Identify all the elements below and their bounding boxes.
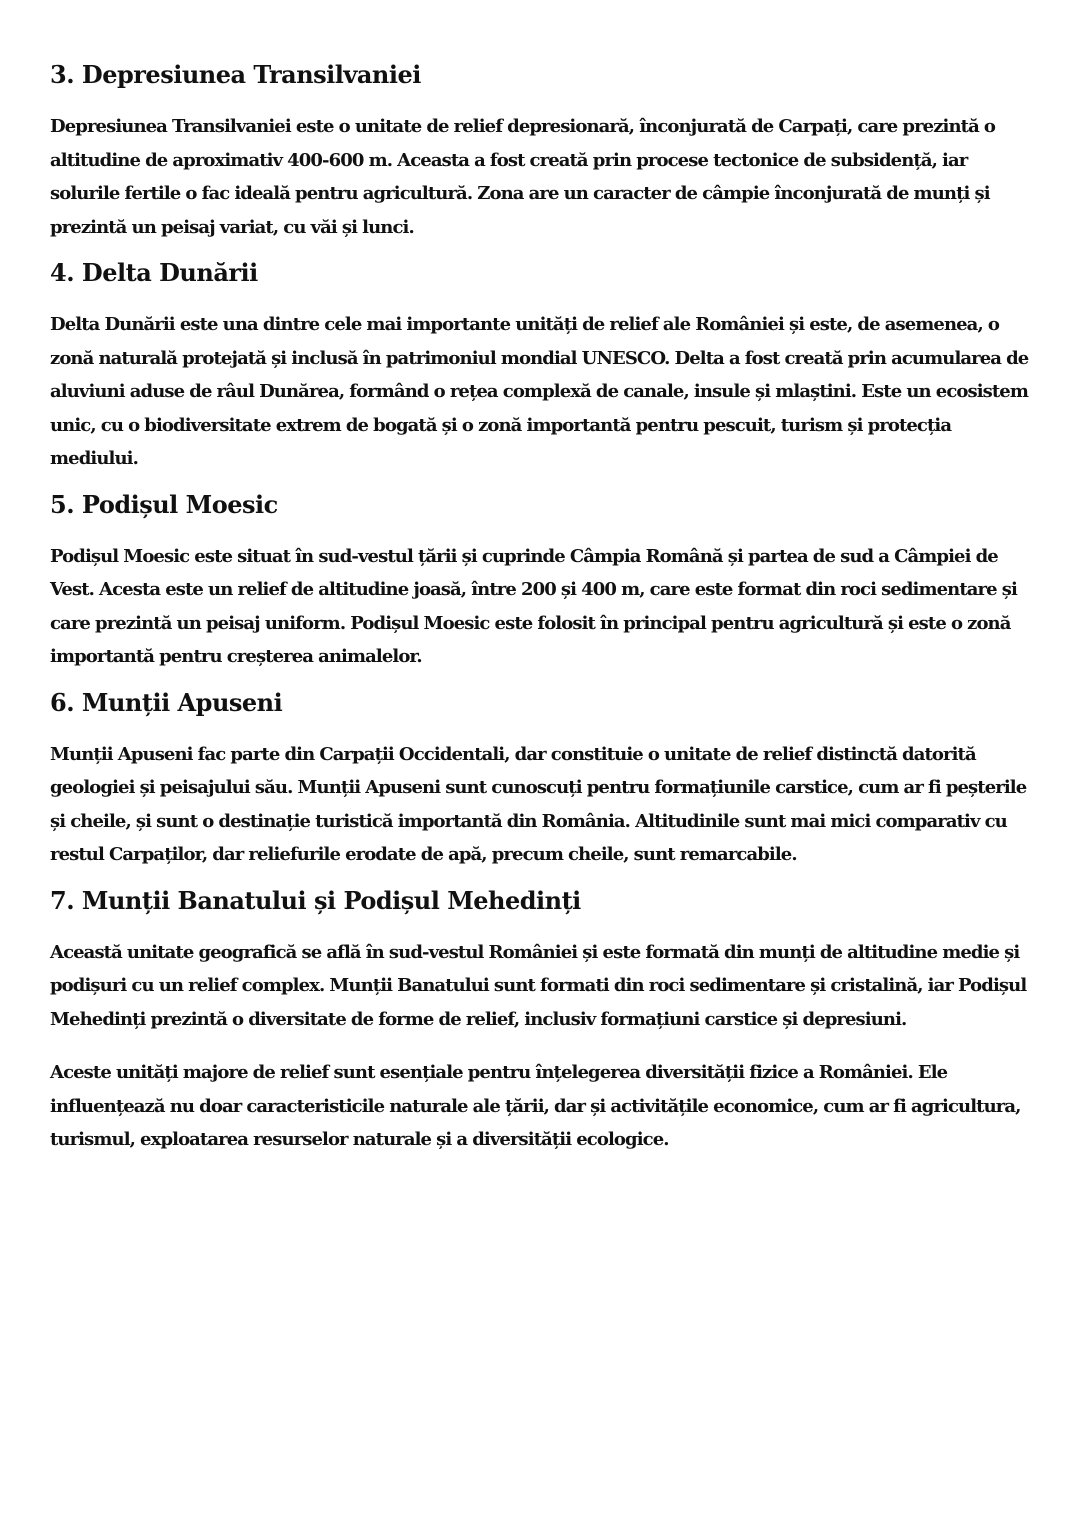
section-heading: 5. Podișul Moesic xyxy=(50,489,278,519)
section-heading: 7. Munții Banatului și Podișul Mehedinți xyxy=(50,885,581,915)
section-delta-dunarii xyxy=(50,256,1035,476)
section-paragraph: Munții Apuseni fac parte din Carpații Occidentali, dar constituie o unitate de relief distinctă datorită geologiei și peisajului său. Munții Apuseni sunt cunoscuți pentru formațiunile carstice, cum ar fi peșterile și cheile, și sunt o destinație turistică importantă din România. Altitudinile sunt mai mici comparativ cu restul Carpaților, dar reliefurile erodate de apă, precum cheile, sunt remarcabile. xyxy=(50,743,1027,865)
section-paragraph: Această unitate geografică se află în sud-vestul României și este formată din munți de altitudine medie și podișuri cu un relief complex. Munții Banatului sunt formati din roci sedimentare și cristalină, iar Podișul Mehedinți prezintă o diversitate de forme de relief, inclusiv formațiuni carstice și depresiuni. xyxy=(50,941,1027,1030)
closing-paragraph: Aceste unități majore de relief sunt esențiale pentru înțelegerea diversității fizice a României. Ele influențează nu doar caracteristicile naturale ale țării, dar și activitățile economice, cum ar fi agricultura, turismul, exploatarea resurselor naturale și a diversității ecologice. xyxy=(50,1062,1021,1150)
section-muntii-banatului xyxy=(50,884,1035,1037)
section-heading: 3. Depresiunea Transilvaniei xyxy=(50,60,421,89)
section-heading: 6. Munții Apuseni xyxy=(50,687,283,717)
section-paragraph: Delta Dunării este una dintre cele mai importante unități de relief ale României și este, de asemenea, o zonă naturală protejată și inclusă în patrimoniul mondial UNESCO. Delta a fost creată prin acumularea de aluviuni aduse de râul Dunărea, formând o rețea complexă de canale, insule și mlaștini. Este un ecosistem unic, cu o biodiversitate extrem de bogată și o zonă importantă pentru pescuit, turism și protecția mediului. xyxy=(50,314,1029,469)
section-paragraph: Podișul Moesic este situat în sud-vestul țării și cuprinde Câmpia Română și partea de sud a Câmpiei de Vest. Acesta este un relief de altitudine joasă, între 200 și 400 m, care este format din roci sedimentare și care prezintă un peisaj uniform. Podișul Moesic este folosit în principal pentru agricultură și este o zonă importantă pentru creșterea animalelor. xyxy=(50,545,1017,667)
document-page xyxy=(50,58,1035,1169)
section-depresiunea-transilvaniei xyxy=(50,58,1035,244)
section-paragraph: Depresiunea Transilvaniei este o unitate de relief depresionară, înconjurată de Carpați, care prezintă o altitudine de aproximativ 400-600 m. Aceasta a fost creată prin procese tectonice de subsidență, iar solurile fertile o fac ideală pentru agricultură. Zona are un caracter de câmpie înconjurată de munți și prezintă un peisaj variat, cu văi și lunci. xyxy=(50,116,996,238)
section-muntii-apuseni xyxy=(50,686,1035,872)
section-heading: 4. Delta Dunării xyxy=(50,258,258,287)
section-podisul-moesic xyxy=(50,488,1035,674)
